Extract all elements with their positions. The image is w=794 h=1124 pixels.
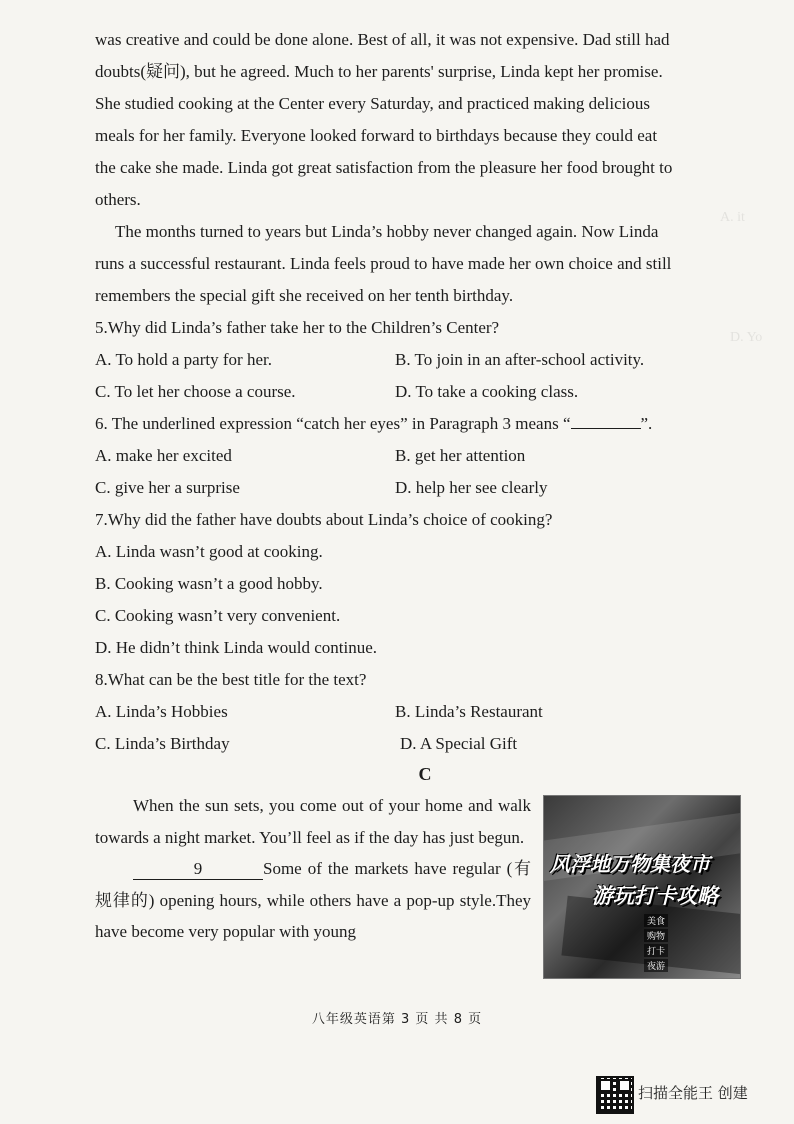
option-c: C. Cooking wasn’t very convenient.	[95, 606, 341, 625]
question-stem: 8.What can be the best title for the text?	[95, 670, 367, 689]
text-line: meals for her family. Everyone looked forward to birthdays because they could eat	[95, 126, 658, 145]
bleed-through-text: D. Yo	[730, 330, 763, 345]
option-c: C. Linda’s Birthday	[95, 734, 230, 753]
options-row	[95, 696, 755, 728]
paragraph	[95, 853, 531, 948]
poster-title: 风浮地万物集夜市	[550, 852, 710, 876]
question-7	[95, 504, 755, 664]
paragraph-text: Some of the markets have regular (有规律的) opening hours, while others have a pop-up style.They have become very popular with young	[95, 859, 531, 941]
text-line: remembers the special gift she received on her tenth birthday.	[95, 286, 514, 305]
option-d: D. To take a cooking class.	[395, 382, 579, 401]
paragraph: When the sun sets, you come out of your home and walk towards a night market. You’ll feel as if the day has just begun.	[95, 796, 531, 847]
options-row	[95, 376, 755, 408]
options-row	[95, 728, 755, 760]
options-row	[95, 440, 755, 472]
option-a: A. make her excited	[95, 446, 232, 465]
section-heading: C	[418, 764, 432, 784]
bleed-through-text: A. it	[720, 210, 745, 225]
question-5	[95, 312, 755, 408]
question-6	[95, 408, 755, 504]
option-d: D. He didn’t think Linda would continue.	[95, 638, 378, 657]
text-line: runs a successful restaurant. Linda feels proud to have made her own choice and still	[95, 254, 672, 273]
paragraph	[95, 24, 755, 216]
text-line: others.	[95, 190, 141, 209]
poster-tag: 打卡	[644, 944, 668, 957]
poster-subtitle: 游玩打卡攻略	[592, 884, 718, 908]
passage-c	[95, 790, 531, 948]
text-line: doubts(疑问), but he agreed. Much to her parents' surprise, Linda kept her promise.	[95, 62, 663, 81]
paragraph	[95, 216, 755, 312]
passage-b-end	[95, 24, 755, 760]
option-d: D. A Special Gift	[400, 734, 518, 753]
question-stem	[95, 408, 755, 440]
poster-tag: 购物	[644, 929, 668, 942]
text-line: The months turned to years but Linda’s hobby never changed again. Now Linda	[115, 222, 659, 241]
options-row	[95, 344, 755, 376]
question-stem: 5.Why did Linda’s father take her to the Children’s Center?	[95, 318, 500, 337]
scanner-watermark: 扫描全能王 创建	[638, 1084, 748, 1102]
text-line: was creative and could be done alone. Best of all, it was not expensive. Dad still had	[95, 30, 670, 49]
text-line: the cake she made. Linda got great satisfaction from the pleasure her food brought to	[95, 158, 673, 177]
answer-blank	[571, 428, 641, 429]
option-a: A. Linda’s Hobbies	[95, 702, 228, 721]
poster-tags	[644, 914, 668, 974]
night-market-poster-image	[543, 795, 741, 979]
poster-tag: 夜游	[644, 959, 668, 972]
options-row	[95, 472, 755, 504]
stem-before: 6. The underlined expression “catch her eyes” in Paragraph 3 means “	[95, 414, 571, 433]
question-8	[95, 664, 755, 760]
option-d: D. help her see clearly	[395, 478, 548, 497]
option-a: A. Linda wasn’t good at cooking.	[95, 542, 323, 561]
option-b: B. get her attention	[395, 446, 526, 465]
option-c: C. To let her choose a course.	[95, 382, 296, 401]
answer-blank-9: 9	[133, 859, 263, 880]
text-line: She studied cooking at the Center every Saturday, and practiced making delicious	[95, 94, 651, 113]
option-b: B. Cooking wasn’t a good hobby.	[95, 574, 323, 593]
stem-after: ”.	[640, 414, 653, 433]
option-b: B. To join in an after-school activity.	[395, 350, 645, 369]
page-footer: 八年级英语第 3 页 共 8 页	[311, 1012, 483, 1027]
option-a: A. To hold a party for her.	[95, 350, 272, 369]
option-c: C. give her a surprise	[95, 478, 240, 497]
option-b: B. Linda’s Restaurant	[395, 702, 543, 721]
question-stem: 7.Why did the father have doubts about Linda’s choice of cooking?	[95, 510, 553, 529]
poster-tag: 美食	[644, 914, 668, 927]
qr-code-icon	[596, 1076, 634, 1114]
